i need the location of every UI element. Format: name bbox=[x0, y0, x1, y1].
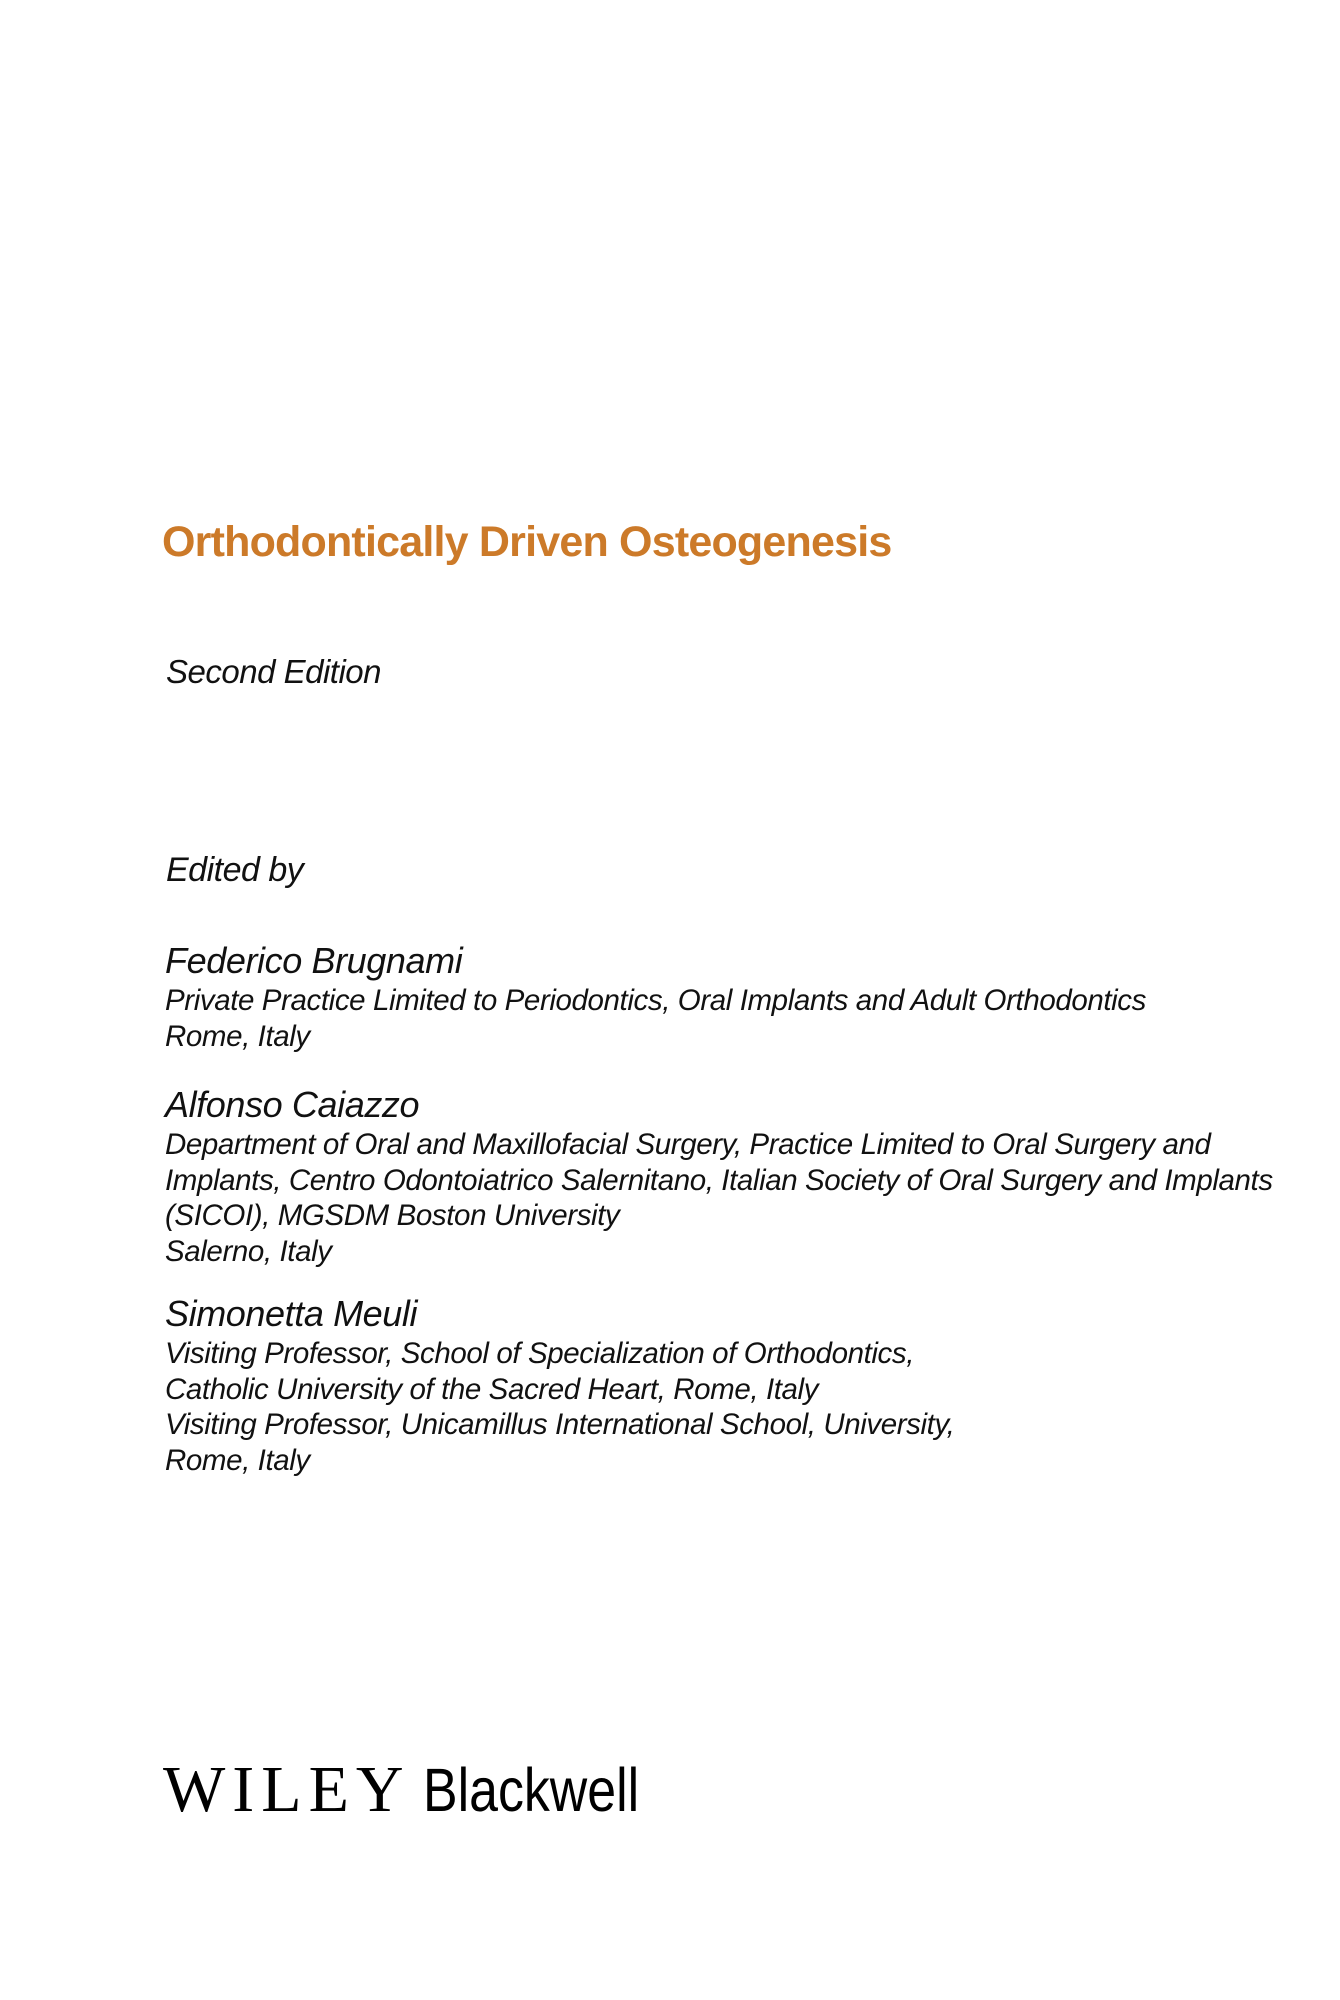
editor-block-caiazzo bbox=[165, 1083, 1273, 1269]
edition-label: Second Edition bbox=[166, 653, 381, 690]
editor-affiliation-line: Visiting Professor, Unicamillus International School, University, bbox=[165, 1408, 955, 1441]
editor-affiliation-line: Salerno, Italy bbox=[165, 1234, 332, 1268]
editor-affiliation-line: Rome, Italy bbox=[165, 1443, 310, 1477]
editor-name: Federico Brugnami bbox=[165, 940, 463, 981]
editor-name: Alfonso Caiazzo bbox=[165, 1084, 420, 1125]
book-title: Orthodontically Driven Osteogenesis bbox=[162, 517, 892, 566]
editor-affiliation-line: (SICOI), MGSDM Boston University bbox=[165, 1199, 620, 1232]
editor-affiliation-line: Private Practice Limited to Periodontics, Oral Implants and Adult Orthodontics bbox=[165, 984, 1147, 1017]
edited-by-label: Edited by bbox=[166, 851, 304, 889]
editor-affiliation-line: Department of Oral and Maxillofacial Surgery, Practice Limited to Oral Surgery and bbox=[165, 1128, 1211, 1161]
editor-affiliation-line: Rome, Italy bbox=[165, 1019, 310, 1053]
editor-block-brugnami bbox=[165, 939, 1146, 1054]
editor-name: Simonetta Meuli bbox=[165, 1293, 418, 1334]
editor-block-meuli bbox=[165, 1292, 954, 1478]
editor-affiliation-line: Catholic University of the Sacred Heart, Rome, Italy bbox=[165, 1372, 819, 1406]
editor-affiliation-line: Implants, Centro Odontoiatrico Salernitano, Italian Society of Oral Surgery and Implants bbox=[165, 1163, 1273, 1197]
blackwell-logotype: Blackwell bbox=[422, 1756, 639, 1824]
wiley-logotype: WILEY bbox=[163, 1753, 411, 1826]
publisher-logo bbox=[163, 1753, 677, 1826]
editor-affiliation-line: Visiting Professor, School of Specialization of Orthodontics, bbox=[165, 1337, 915, 1370]
